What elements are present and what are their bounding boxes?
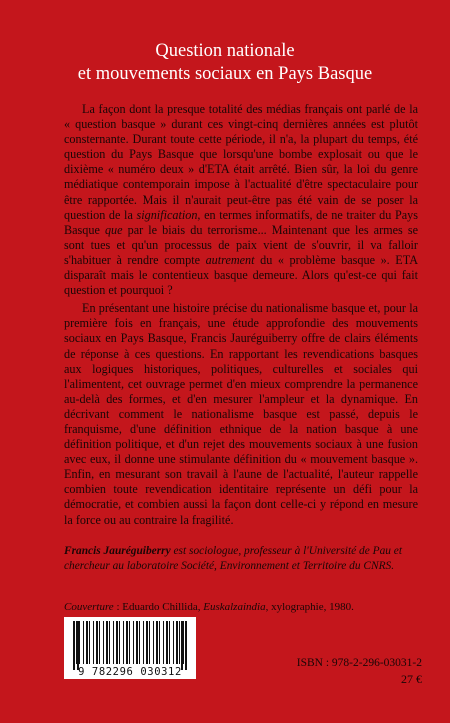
barcode: [64, 617, 196, 679]
cover-credit: Couverture : Eduardo Chillida, Euskalzaindia, xylographie, 1980.: [64, 601, 354, 613]
title-line-1: Question nationale: [155, 41, 295, 61]
title-line-2: et mouvements sociaux en Pays Basque: [77, 64, 373, 84]
isbn: ISBN : 978-2-296-03031-2: [296, 657, 422, 669]
barcode-bars: [73, 621, 187, 664]
author-name: Francis Jauréguiberry: [64, 545, 171, 557]
blurb-paragraph-2: En présentant une histoire précise du nationalisme basque et, pour la première fois en français, une étude approfondie des mouvements sociaux en Pays Basque, Francis Jauréguiberry offre de clairs éléments de réponse à ces questions. En rapportant les revendications basques aux logiques historiques, politiques, culturelles et sociales qui l'alimentent, cet ouvrage permet d'en mieux comprendre la permanence au-delà des formes, et d'en mesurer l'ampleur et la dynamique. En décrivant comment le nationalisme basque est passé, depuis le franquisme, d'une définition ethnique de la nation basque à une définition politique, et d'un rejet des mouvements sociaux à une fusion avec eux, il donne une stimulante définition du « mouvement basque ». Enfin, en mesurant son travail à l'aune de l'actualité, l'auteur rappelle combien toute revendication identitaire représente un défi pour la démocratie, et combien aussi la façon dont celle-ci y répond en mesure la force ou au contraire la fragilité.: [64, 301, 418, 527]
blurb: [64, 102, 418, 528]
price: 27 €: [401, 672, 422, 686]
author-bio: Francis Jauréguiberry est sociologue, professeur à l'Université de Pau et chercheur au laboratoire Société, Environnement et Territoire du CNRS.: [64, 545, 403, 572]
blurb-paragraph-1: La façon dont la presque totalité des médias français ont parlé de la « question basque » durant ces vingt-cinq dernières années est plutôt consternante. Durant toute cette période, il n'a, la plupart du temps, été question du Pays Basque que lorsqu'une bombe explosait ou que le dixième « numéro deux » d'ETA était arrêté. Bien sûr, la loi du genre médiatique contemporain impose à l'actualité d'être spectaculaire pour être rapportée. Mais il n'aurait peut-être pas été vain de se poser la question de la signification, en termes informatifs, de ne traiter du Pays Basque que par le biais du terrorisme... Maintenant que les armes se sont tues et qu'un processus de paix vient de s'ouvrir, il va falloir s'habituer à rendre compte autrement du « problème basque ». ETA disparaît mais le contentieux basque demeure. Alors qu'est-ce qui fait question et pourquoi ?: [64, 102, 418, 298]
book-title: [0, 40, 450, 86]
barcode-number: 9 782296 030312: [78, 666, 182, 678]
